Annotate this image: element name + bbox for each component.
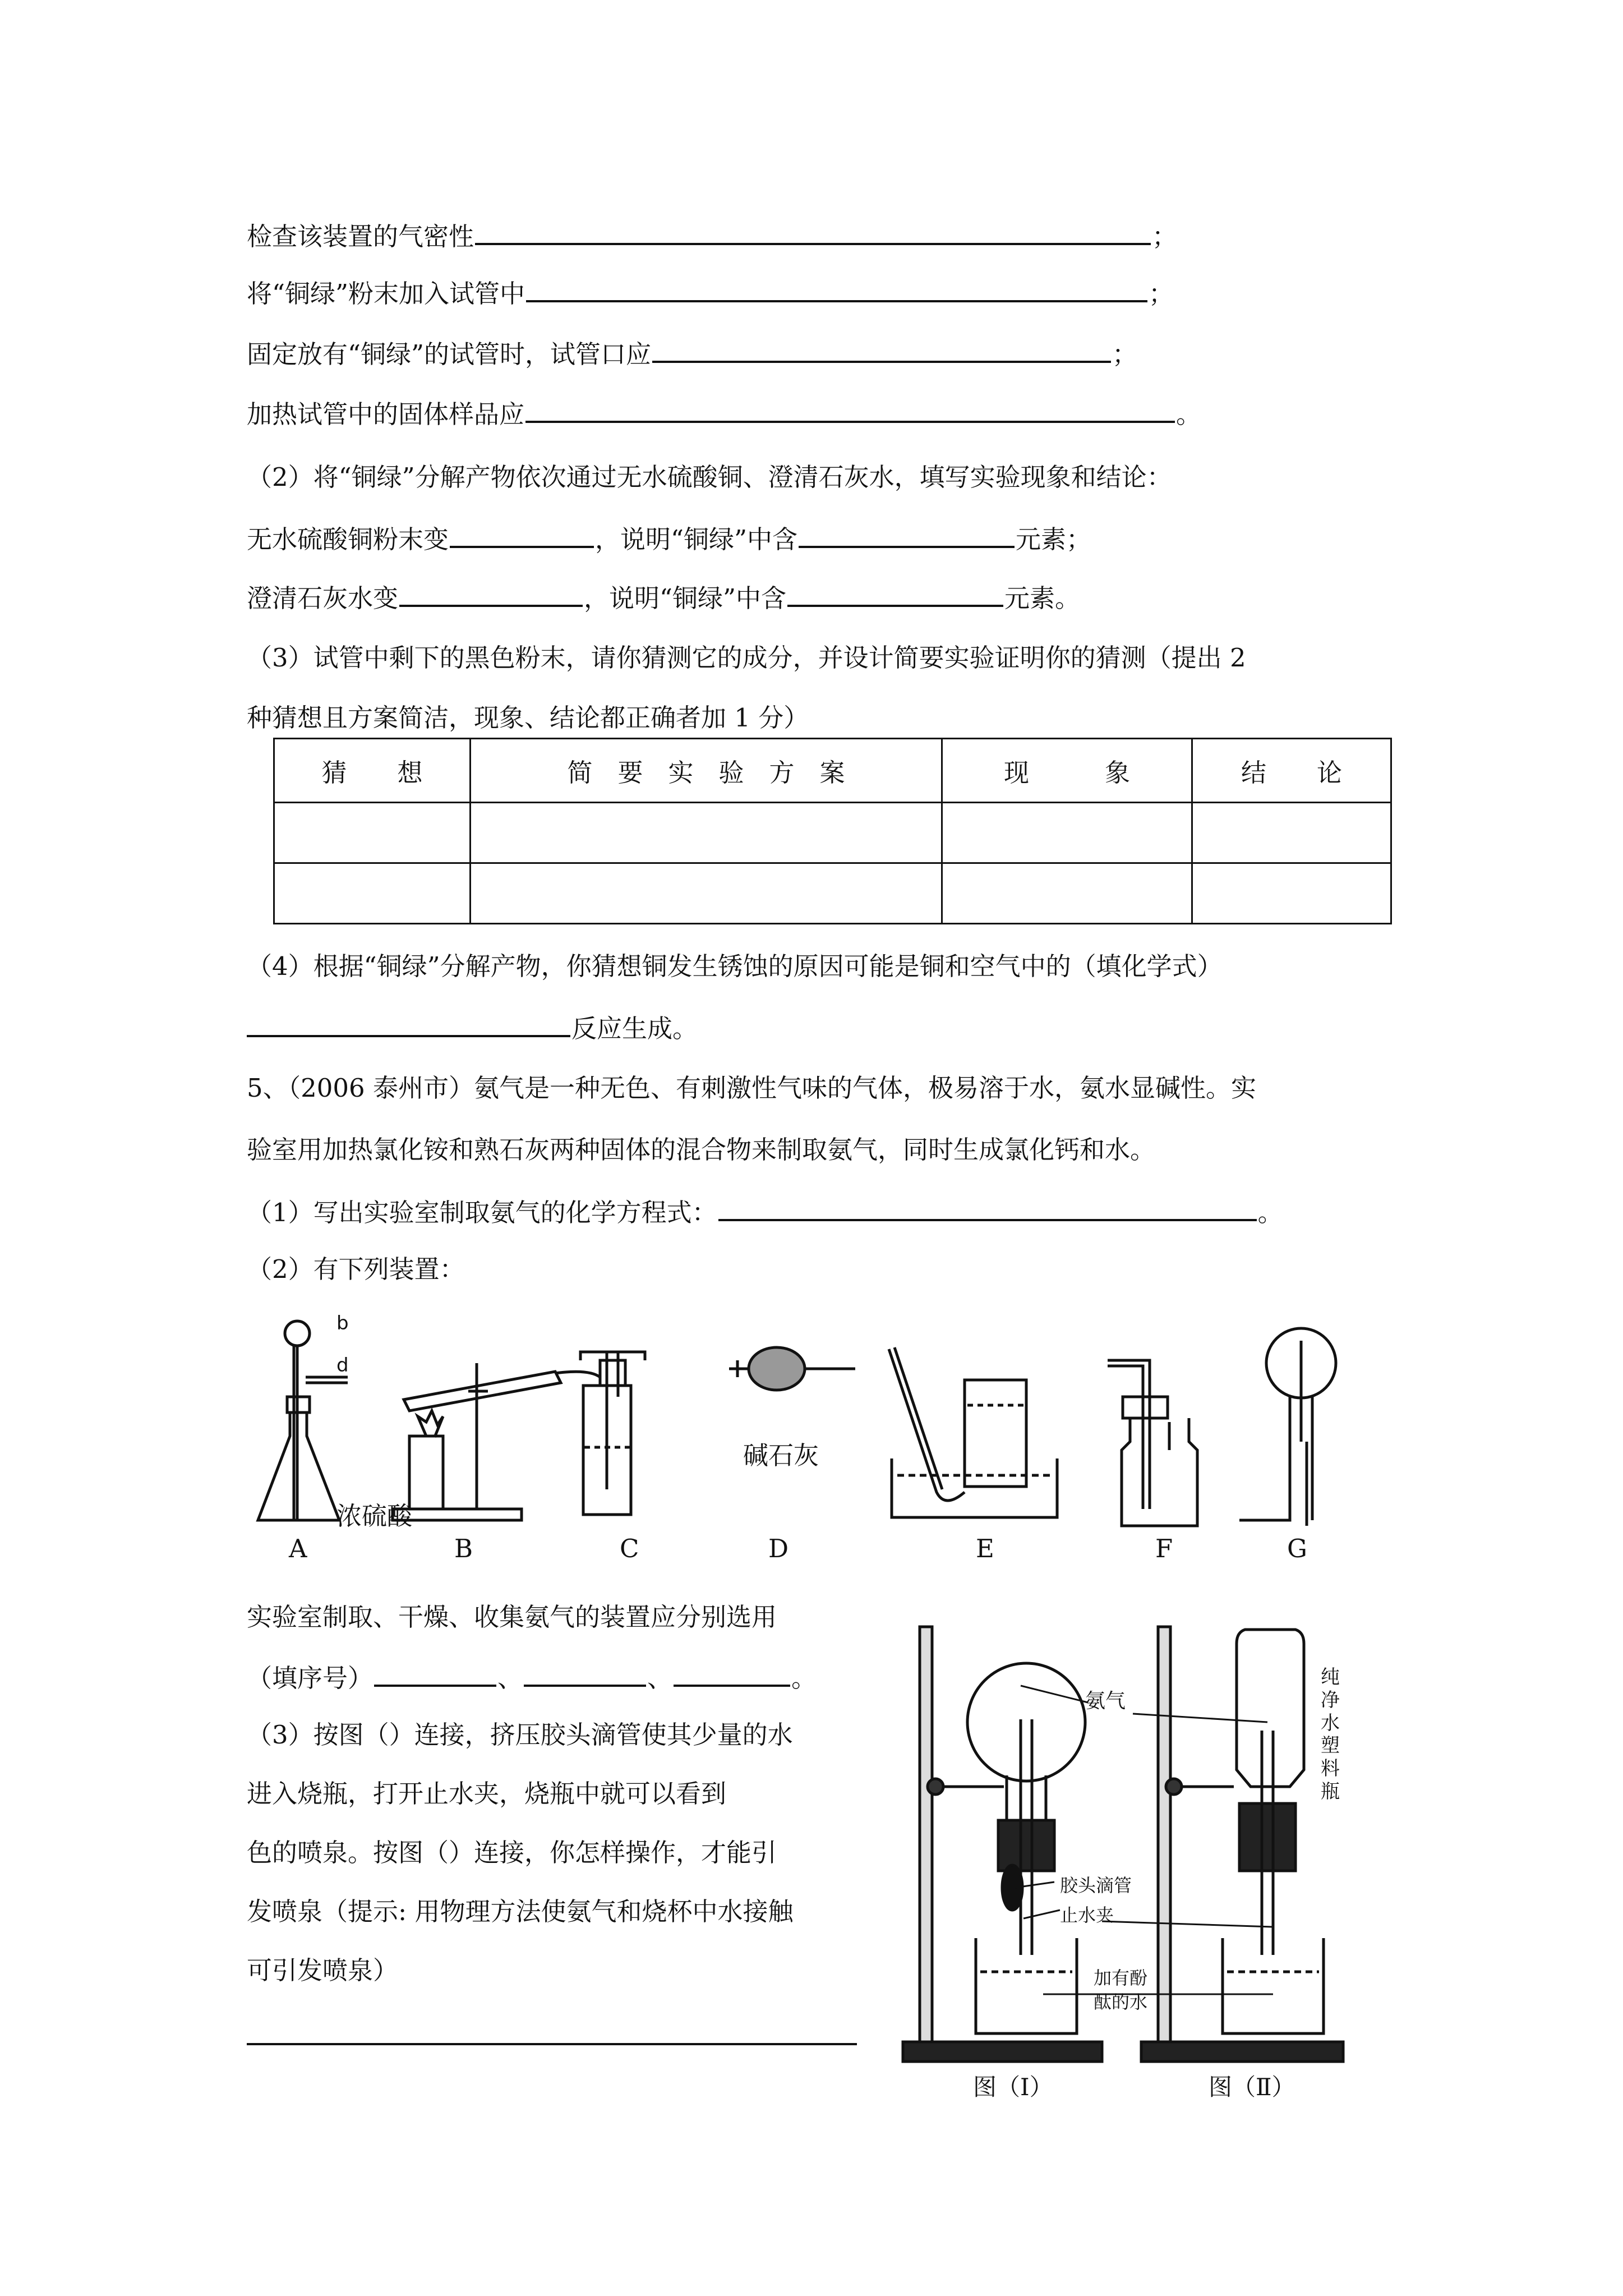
table-row: [274, 803, 1391, 863]
label-ammonia: 氨气: [1085, 1690, 1126, 1713]
label-fig2: 图（Ⅱ）: [1209, 2073, 1295, 2101]
blank-dry[interactable]: [524, 1663, 646, 1687]
blank-limewater[interactable]: [399, 583, 583, 607]
header-plan: 简 要 实 验 方 案: [471, 739, 942, 803]
q4-line-tube-mouth: 固定放有“铜绿”的试管时，试管口应 ；: [247, 339, 1138, 369]
fountain-fig1: [903, 1627, 1102, 2062]
cell-phenomenon-1[interactable]: [942, 803, 1192, 863]
blank-airtightness[interactable]: [475, 222, 1151, 245]
q5-sub3-line2: 进入烧瓶，打开止水夹，烧瓶中就可以看到: [247, 1779, 727, 1809]
apparatus-b: [393, 1363, 600, 1520]
q4-line-heating: 加热试管中的固体样品应 。: [247, 399, 1202, 429]
cell-phenomenon-2[interactable]: [942, 863, 1192, 924]
blank-tube-mouth[interactable]: [652, 339, 1111, 363]
apparatus-a: [258, 1312, 349, 1520]
label-a: A: [289, 1534, 307, 1563]
label-c-reagent: 浓硫酸: [336, 1501, 413, 1531]
q4-line-add-powder: 将“铜绿”粉末加入试管中 ；: [247, 279, 1174, 309]
q5-sub2: （2）有下列装置：: [247, 1254, 465, 1284]
q4-part2-line-b: 澄清石灰水变 ，说明“铜绿”中含 元素。: [247, 583, 1081, 613]
guess-table: [273, 738, 1392, 924]
cell-guess-1[interactable]: [274, 803, 471, 863]
label-c: C: [620, 1534, 639, 1563]
blank-heating[interactable]: [525, 399, 1175, 423]
header-guess: 猜 想: [274, 739, 471, 803]
apparatus-c: [580, 1352, 645, 1515]
label-plastic-bottle: 纯净水塑料瓶: [1321, 1666, 1340, 1803]
label-water-2: 酞的水: [1094, 1991, 1148, 2013]
q5-line1: 5、（2006 泰州市）氨气是一种无色、有刺激性气味的气体，极易溶于水，氨水显碱性。实: [247, 1073, 1256, 1103]
blank-element-1[interactable]: [799, 524, 1015, 548]
table-row: [274, 863, 1391, 924]
label-d-small: d: [336, 1354, 349, 1377]
q5-sub3-line1: （3）按图（）连接，挤压胶头滴管使其少量的水: [247, 1720, 793, 1750]
label-clamp: 止水夹: [1060, 1904, 1114, 1926]
label-e: E: [976, 1534, 994, 1563]
apparatus-e: [889, 1347, 1057, 1517]
q5-line2: 验室用加热氯化铵和熟石灰两种固体的混合物来制取氨气，同时生成氯化钙和水。: [247, 1135, 1156, 1165]
q5-select-line1: 实验室制取、干燥、收集氨气的装置应分别选用: [247, 1602, 777, 1632]
cell-plan-1[interactable]: [471, 803, 942, 863]
blank-fountain-answer[interactable]: [247, 2043, 857, 2045]
q4-part2-intro: （2）将“铜绿”分解产物依次通过无水硫酸铜、澄清石灰水，填写实验现象和结论：: [247, 462, 1172, 492]
label-g: G: [1287, 1534, 1307, 1563]
q4-part4-line1: （4）根据“铜绿”分解产物，你猜想铜发生锈蚀的原因可能是铜和空气中的（填化学式）: [247, 951, 1223, 981]
q5-select-line2: （填序号） 、 、 。: [247, 1663, 817, 1693]
q5-sub3-line5: 可引发喷泉）: [247, 1955, 399, 1985]
apparatus-f: [1108, 1360, 1197, 1526]
label-water-1: 加有酚: [1094, 1967, 1148, 1989]
q5-sub3-line4: 发喷泉（提示: 用物理方法使氨气和烧杯中水接触: [247, 1897, 794, 1926]
label-fig1: 图（Ⅰ）: [973, 2073, 1053, 2101]
q5-sub1: （1）写出实验室制取氨气的化学方程式： 。: [247, 1198, 1283, 1227]
apparatus-diagram: [241, 1307, 1408, 1571]
fountain-fig2: [1133, 1627, 1343, 2062]
label-b: B: [454, 1534, 473, 1563]
label-b-small: b: [336, 1312, 349, 1335]
q5-sub3-line3: 色的喷泉。按图（）连接，你怎样操作，才能引: [247, 1838, 777, 1867]
blank-make[interactable]: [374, 1663, 496, 1687]
blank-equation[interactable]: [718, 1198, 1257, 1221]
q4-part3-line2: 种猜想且方案简洁，现象、结论都正确者加 1 分）: [247, 703, 809, 733]
header-phenomenon: 现 象: [942, 739, 1192, 803]
blank-cuso4-color[interactable]: [450, 524, 594, 548]
q4-part2-line-a: 无水硫酸铜粉末变 ，说明“铜绿”中含 元素；: [247, 524, 1092, 554]
cell-conclusion-1[interactable]: [1192, 803, 1391, 863]
blank-element-2[interactable]: [787, 583, 1003, 607]
q4-part4-line2: 反应生成。: [247, 1014, 698, 1041]
cell-conclusion-2[interactable]: [1192, 863, 1391, 924]
cell-guess-2[interactable]: [274, 863, 471, 924]
label-dropper: 胶头滴管: [1060, 1875, 1132, 1896]
blank-add-powder[interactable]: [526, 279, 1147, 302]
cell-plan-2[interactable]: [471, 863, 942, 924]
apparatus-g: [1239, 1328, 1336, 1526]
header-conclusion: 结 论: [1192, 739, 1391, 803]
apparatus-d: [729, 1347, 855, 1390]
q4-part3-line1: （3）试管中剩下的黑色粉末，请你猜测它的成分，并设计简要实验证明你的猜测（提出 2: [247, 643, 1246, 673]
q4-line-airtightness: 检查该装置的气密性 ；: [247, 222, 1178, 251]
label-f: F: [1155, 1534, 1173, 1563]
label-d: D: [768, 1534, 789, 1563]
blank-collect[interactable]: [674, 1663, 790, 1687]
blank-formula[interactable]: [247, 1014, 570, 1037]
label-d-reagent: 碱石灰: [743, 1441, 819, 1470]
